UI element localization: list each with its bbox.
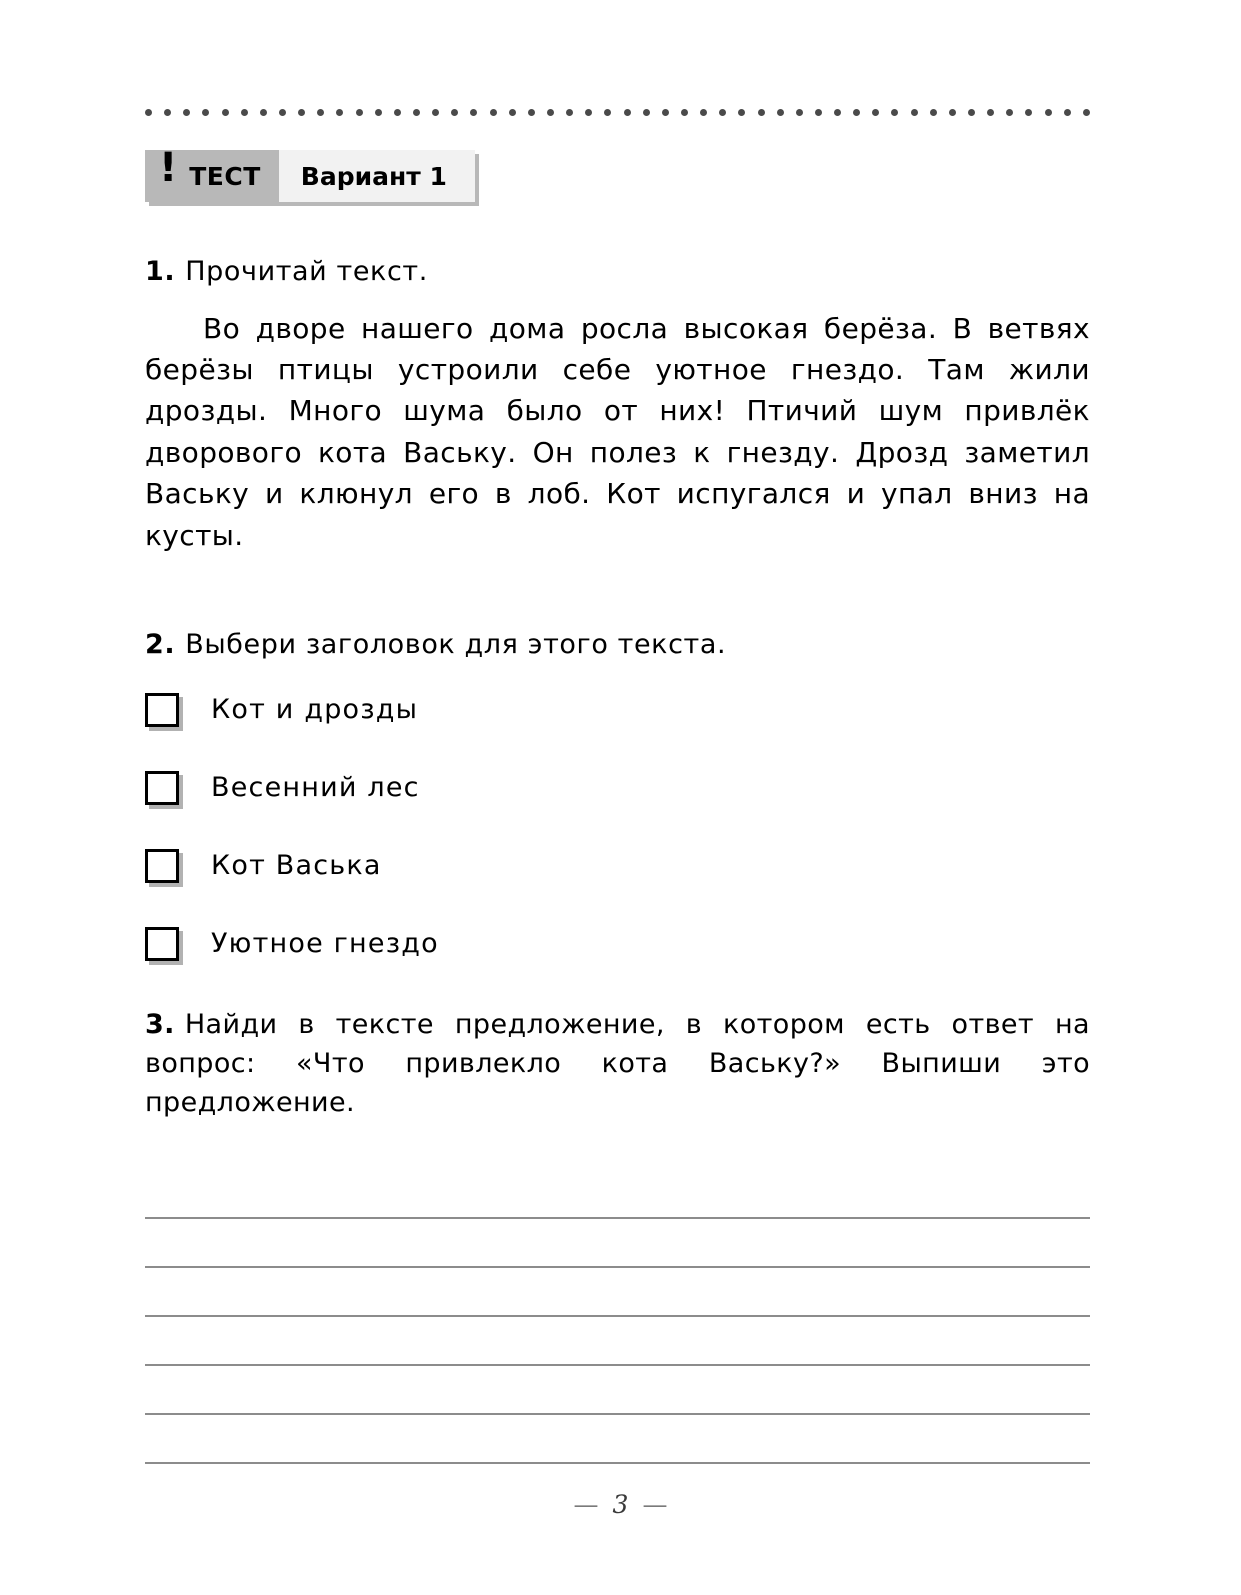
task-2-prompt: Выбери заголовок для этого текста. [185,629,727,661]
task-1 [145,255,1090,556]
rule-dot [1025,109,1032,116]
rule-dot [241,109,248,116]
checkbox-option-3[interactable] [145,849,179,883]
rule-dot [604,109,611,116]
rule-dot [432,109,439,116]
rule-dot [202,109,209,116]
task-2-options [145,693,1090,961]
rule-dot [872,109,879,116]
rule-dot [298,109,305,116]
answer-line[interactable] [145,1415,1090,1464]
answer-line[interactable] [145,1317,1090,1366]
rule-dot [145,109,152,116]
worksheet-content [145,255,1090,1470]
rule-dot [815,109,822,116]
rule-dot [566,109,573,116]
task-2-number: 2. [145,629,176,661]
rule-dot [260,109,267,116]
checkbox-option-1[interactable] [145,693,179,727]
rule-dot [758,109,765,116]
task-2-heading [145,628,1090,663]
exclamation-mark-icon: ! [159,145,178,191]
rule-dot [719,109,726,116]
rule-dot [1006,109,1013,116]
rule-dot [930,109,937,116]
rule-dot [528,109,535,116]
task-2 [145,628,1090,961]
checkbox-option-4[interactable] [145,927,179,961]
rule-dot [834,109,841,116]
rule-dot [968,109,975,116]
answer-line[interactable] [145,1219,1090,1268]
rule-dot [222,109,229,116]
task-3-number: 3. [145,1008,175,1040]
answer-line[interactable] [145,1268,1090,1317]
rule-dot [413,109,420,116]
answer-line[interactable] [145,1366,1090,1415]
page-footer [0,1490,1241,1519]
rule-dot [509,109,516,116]
rule-dot [700,109,707,116]
rule-dot [336,109,343,116]
test-banner-left [145,145,279,202]
rule-dot [279,109,286,116]
rule-dot [451,109,458,116]
option-label: Уютное гнездо [211,928,439,960]
task-1-heading [145,255,1090,290]
rule-dot [470,109,477,116]
task-3-heading [145,1005,1090,1122]
page-number: 3 [612,1490,629,1519]
rule-dot [853,109,860,116]
task-1-reading-text: Во дворе нашего дома росла высокая берёза. В ветвях берёзы птицы устроили себе уютное гнездо. Там жили дрозды. Много шума было от них! Птичий шум привлёк дворового кота Ваську. Он полез к гнезду. Дрозд заметил Ваську и клюнул его в лоб. Кот испугался и упал вниз на кусты. [145,311,1090,552]
rule-dot [624,109,631,116]
rule-dot [777,109,784,116]
rule-dot [183,109,190,116]
test-banner-label: ТЕСТ [189,161,261,191]
rule-dot [394,109,401,116]
option-label: Кот и дрозды [211,694,419,726]
option-row[interactable] [145,771,1090,805]
option-row[interactable] [145,693,1090,727]
rule-dot [738,109,745,116]
task-3-prompt: Найди в тексте предложение, в котором есть ответ на вопрос: «Что привлекло кота Ваську?» Выпиши это предложение. [145,1008,1090,1118]
option-label: Кот Васька [211,850,382,882]
rule-dot [375,109,382,116]
task-1-prompt: Прочитай текст. [185,256,428,287]
decorative-dotted-rule [145,108,1090,116]
option-row[interactable] [145,849,1090,883]
rule-dot [662,109,669,116]
rule-dot [356,109,363,116]
rule-dot [1064,109,1071,116]
checkbox-option-2[interactable] [145,771,179,805]
rule-dot [987,109,994,116]
answer-line[interactable] [145,1170,1090,1219]
rule-dot [585,109,592,116]
rule-dot [796,109,803,116]
rule-dot [547,109,554,116]
rule-dot [891,109,898,116]
footer-dash-right: — [642,1490,668,1519]
rule-dot [1045,109,1052,116]
footer-dash-left: — [573,1490,599,1519]
task-3-answer-area[interactable] [145,1170,1090,1464]
task-3 [145,1005,1090,1464]
rule-dot [317,109,324,116]
task-1-number: 1. [145,256,176,287]
test-banner-right [279,150,475,202]
option-label: Весенний лес [211,772,420,804]
rule-dot [164,109,171,116]
rule-dot [643,109,650,116]
rule-dot [949,109,956,116]
rule-dot [1083,109,1090,116]
option-row[interactable] [145,927,1090,961]
rule-dot [681,109,688,116]
rule-dot [490,109,497,116]
rule-dot [911,109,918,116]
variant-label: Вариант 1 [300,161,447,191]
test-banner [145,145,475,202]
